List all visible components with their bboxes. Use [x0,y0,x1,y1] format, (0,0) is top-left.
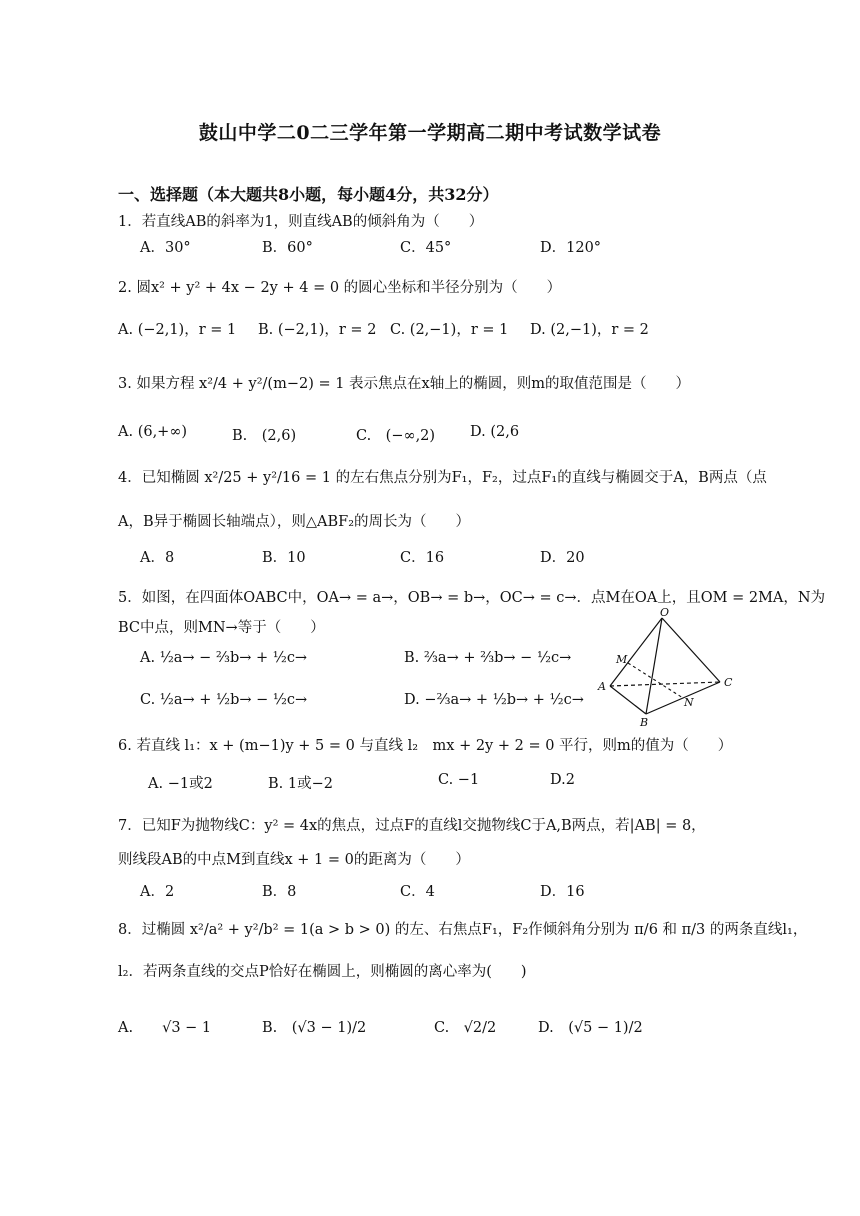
q4-stem-line2: A，B异于椭圆长轴端点），则△ABF₂的周长为（ ） [118,514,471,530]
q8-option-d: D. (√5 − 1)/2 [538,1020,643,1036]
edge-oc [662,618,720,682]
q3-option-c: C. (−∞,2) [356,428,436,444]
q7-option-c: C．4 [400,884,435,900]
q7-option-d: D．16 [540,884,585,900]
label-c: C [724,676,733,689]
q6-option-b: B. 1或−2 [268,776,333,792]
label-b: B [640,716,649,728]
label-m: M [616,653,628,666]
section-title: 一、选择题（本大题共8小题，每小题4分，共32分） [118,185,499,204]
q2-option-a: A. (−2,1)，r = 1 [118,322,237,338]
q5-option-a: A. ½a→ − ⅔b→ + ½c→ [140,650,308,666]
q5-option-d: D. −⅔a→ + ½b→ + ½c→ [404,692,584,708]
q7-stem-line1: 7．已知F为抛物线C：y² = 4x的焦点，过点F的直线l交抛物线C于A,B两点，若|AB| = 8， [118,818,706,834]
q7-stem-line2: 则线段AB的中点M到直线x + 1 = 0的距离为（ ） [118,852,470,868]
q4-option-d: D．20 [540,550,585,566]
q2-option-c: C. (2,−1)，r = 1 [390,322,509,338]
q4-option-b: B．10 [262,550,306,566]
q7-option-a: A．2 [140,884,175,900]
q1-option-a: A．30° [140,240,191,256]
q6-stem: 6. 若直线 l₁：x + (m−1)y + 5 = 0 与直线 l₂ mx + 2y + 2 = 0 平行，则m的值为（ ） [118,738,733,754]
q6-option-c: C. −1 [438,772,480,788]
segment-mn [628,663,683,698]
label-o: O [660,608,670,619]
q6-option-d: D.2 [550,772,575,788]
q8-option-a: A. √3 − 1 [118,1020,212,1036]
label-n: N [684,696,694,709]
q8-option-b: B. (√3 − 1)/2 [262,1020,367,1036]
label-a: A [598,680,606,693]
exam-title: 鼓山中学二0二三学年第一学期高二期中考试数学试卷 [198,122,662,144]
q5-stem-line2: BC中点，则MN→等于（ ） [118,620,325,636]
q3-option-a: A. (6,+∞) [118,424,188,440]
q3-stem: 3. 如果方程 x²/4 + y²/(m−2) = 1 表示焦点在x轴上的椭圆，则m的取值范围是（ ） [118,376,690,392]
q8-stem-line2: l₂．若两条直线的交点P恰好在椭圆上，则椭圆的离心率为( ) [118,964,527,980]
q5-stem-line1: 5．如图，在四面体OABC中，OA→ = a→，OB→ = b→，OC→ = c→．点M在OA上，且OM = 2MA，N为 [118,590,826,606]
q2-option-d: D. (2,−1)，r = 2 [530,322,649,338]
q4-option-a: A．8 [140,550,175,566]
q1-option-c: C．45° [400,240,452,256]
q8-option-c: C. √2/2 [434,1020,497,1036]
q5-option-b: B. ⅔a→ + ⅔b→ − ½c→ [404,650,572,666]
q1-stem: 1．若直线AB的斜率为1，则直线AB的倾斜角为（ ） [118,214,484,230]
q1-option-b: B．60° [262,240,313,256]
edge-ab [610,686,646,714]
edge-ac-dashed [610,682,720,686]
q6-option-a: A. −1或2 [148,776,213,792]
q2-option-b: B. (−2,1)，r = 2 [258,322,377,338]
tetrahedron-figure [596,608,746,728]
q4-stem-line1: 4．已知椭圆 x²/25 + y²/16 = 1 的左右焦点分别为F₁，F₂，过点F₁的直线与椭圆交于A，B两点（点 [118,470,767,486]
q8-stem-line1: 8．过椭圆 x²/a² + y²/b² = 1(a > b > 0) 的左、右焦点F₁，F₂作倾斜角分别为 π/6 和 π/3 的两条直线l₁， [118,922,808,938]
q5-option-c: C. ½a→ + ½b→ − ½c→ [140,692,308,708]
q3-option-b: B. (2,6) [232,428,297,444]
edge-oa [610,618,662,686]
q7-option-b: B．8 [262,884,297,900]
q2-stem: 2. 圆x² + y² + 4x − 2y + 4 = 0 的圆心坐标和半径分别为（ ） [118,280,562,296]
q4-option-c: C．16 [400,550,445,566]
edge-ob [646,618,662,714]
q1-option-d: D．120° [540,240,602,256]
q3-option-d: D. (2,6 [470,424,520,440]
